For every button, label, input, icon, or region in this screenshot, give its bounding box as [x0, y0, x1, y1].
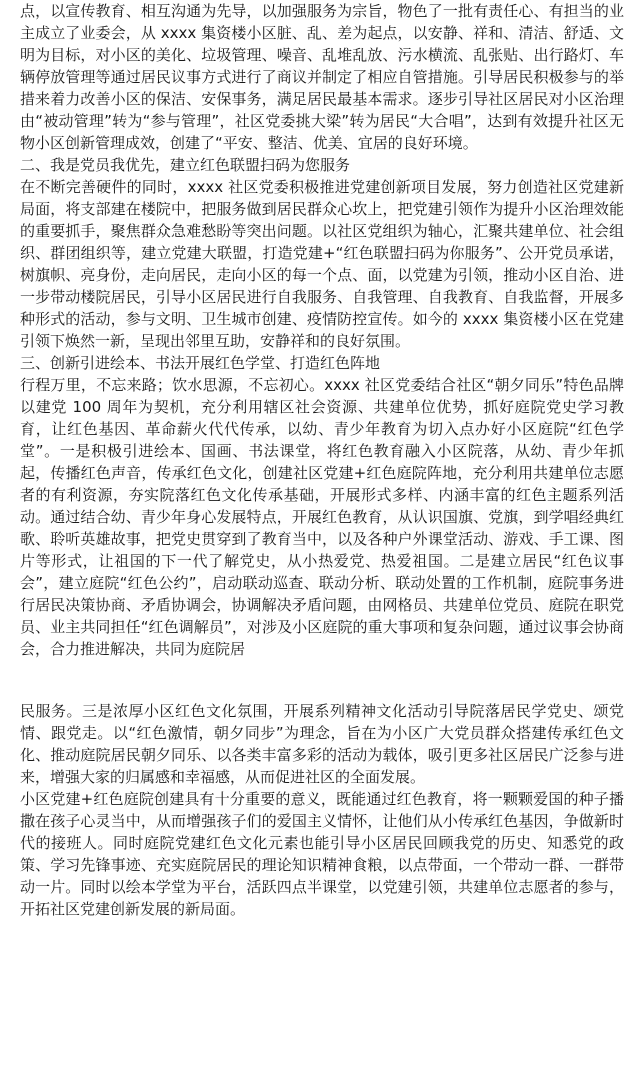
document-page-upper	[20, 0, 624, 660]
paragraph-section-3: 行程万里，不忘来路；饮水思源，不忘初心。xxxx 社区党委结合社区“朝夕同乐”特色品牌以建党 100 周年为契机，充分利用辖区社会资源、共建单位优势，抓好庭院党史学习教育，让红色基因、革命薪火代代传承，以幼、青少年教育为切入点办好小区庭院“红色学堂”。一是积极引进绘本、国画、书法课堂，将红色教育融入小区院落，从幼、青少年抓起，传播红色声音，传承红色文化，创建社区党建+红色庭院阵地，充分利用共建单位志愿者的有利资源，夯实院落红色文化传承基础，开展形式多样、内涵丰富的红色主题系列活动。通过结合幼、青少年身心发展特点，开展红色教育，从认识国旗、党旗，到学唱经典红歌、聆听英雄故事，把党史贯穿到了教育当中，以及各种户外课堂活动、游戏、手工课、图片等形式，让祖国的下一代了解党史，从小热爱党、热爱祖国。二是建立居民“红色议事会”，建立庭院“红色公约”，启动联动巡查、联动分析、联动处置的工作机制，庭院事务进行居民决策协商、矛盾协调会，协调解决矛盾问题，由网格员、共建单位党员、庭院在职党员、业主共同担任“红色调解员”，对涉及小区庭院的重大事项和复杂问题，通过议事会协商会，合力推进解决，共同为庭院居	[20, 376, 624, 658]
paragraph-intro-continued: 点，以宣传教育、相互沟通为先导，以加强服务为宗旨，物色了一批有责任心、有担当的业主成立了业委会，从 xxxx 集资楼小区脏、乱、差为起点，以安静、祥和、清洁、舒适、文明为目标，对小区的美化、垃圾管理、噪音、乱堆乱放、污水横流、乱张贴、出行路灯、车辆停放管理等通过居民议事方式进行了商议并制定了相应自管措施。引导居民积极参与的举措来着力改善小区的保洁、安保事务，满足居民最基本需求。逐步引导社区居民对小区治理由“被动管理”转为“参与管理”，社区党委挑大梁”转为居民“大合唱”，达到有效提升社区无物小区创新管理成效，创建了“平安、整洁、优美、宜居的良好环境。	[20, 2, 624, 152]
paragraph-conclusion: 小区党建+红色庭院创建具有十分重要的意义，既能通过红色教育，将一颗颗爱国的种子播撒在孩子心灵当中，从而增强孩子们的爱国主义情怀，让他们从小传承红色基因，争做新时代的接班人。同时庭院党建红色文化元素也能引导小区居民回顾我党的历史、知悉党的政策、学习先锋事迹、充实庭院居民的理论知识精神食粮，以点带面，一个带动一群、一群带动一片。同时以绘本学堂为平台，活跃四点半课堂，以党建引领，共建单位志愿者的参与，开拓社区党建创新发展的新局面。	[20, 790, 624, 918]
section-heading-3: 三、创新引进绘本、书法开展红色学堂、打造红色阵地	[20, 354, 381, 372]
section-heading-2: 二、我是党员我优先，建立红色联盟扫码为您服务	[20, 156, 351, 174]
paragraph-section-2: 在不断完善硬件的同时，xxxx 社区党委积极推进党建创新项目发展，努力创造社区党建新局面，将支部建在楼院中，把服务做到居民群众心坎上，把党建引领作为提升小区治理效能的重要抓手，聚焦群众急难愁盼等突出问题。以社区党组织为轴心，汇聚共建单位、社会组织、群团组织等，建立党建大联盟，打造党建+“红色联盟扫码为你服务”、公开党员承诺，树旗帜、亮身份，走向居民，走向小区的每一个点、面，以党建为引领，推动小区自治、进一步带动楼院居民，引导小区居民进行自我服务、自我管理、自我教育、自我监督，开展多种形式的活动，参与文明、卫生城市创建、疫情防控宣传。如今的 xxxx 集资楼小区在党建引领下焕然一新，呈现出邻里互助，安静祥和的良好氛围。	[20, 178, 624, 350]
paragraph-section-3-continued: 民服务。三是浓厚小区红色文化氛围，开展系列精神文化活动引导院落居民学党史、颂党情、跟党走。以“红色激情，朝夕同步”为理念，旨在为小区广大党员群众搭建传承红色文化、推动庭院居民朝夕同乐、以各类丰富多彩的活动为载体，吸引更多社区居民广泛参与进来，增强大家的归属感和幸福感，从而促进社区的全面发展。	[20, 702, 624, 786]
page-break-gap	[0, 660, 640, 700]
document-page-lower	[20, 700, 624, 920]
